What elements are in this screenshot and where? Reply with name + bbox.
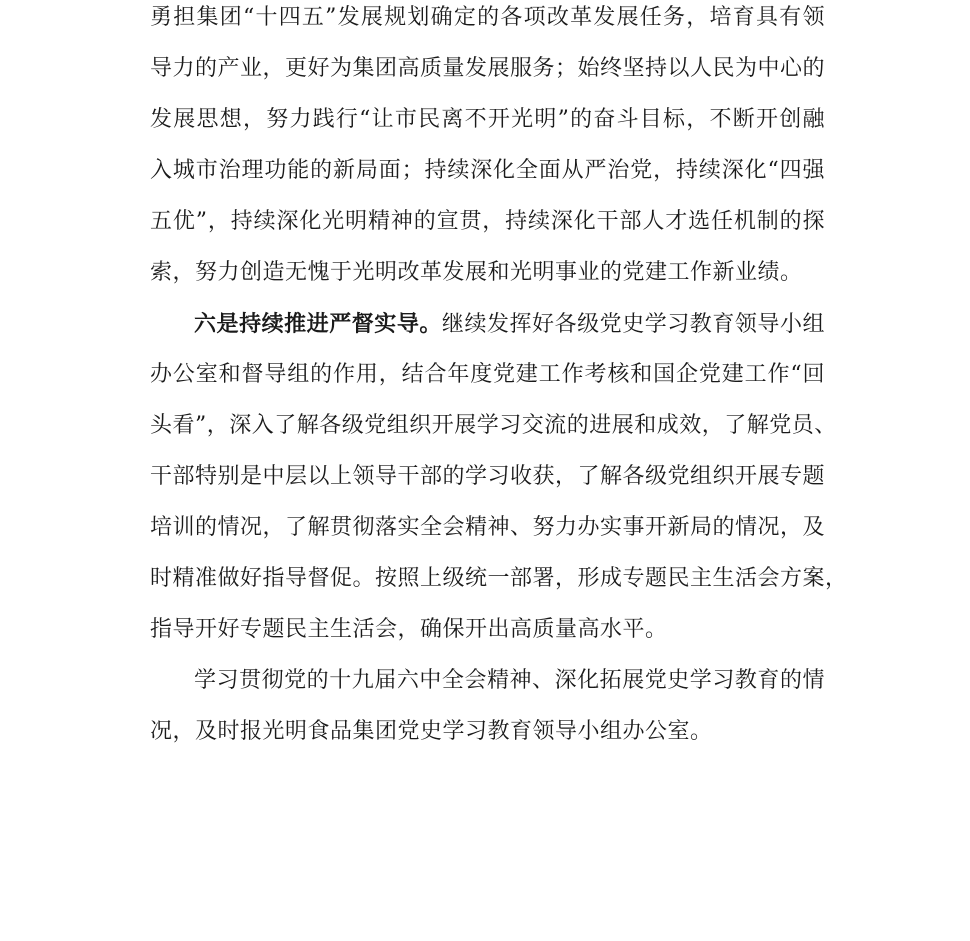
paragraph-line: 办公室和督导组的作用，结合年度党建工作考核和国企党建工作“回 — [150, 362, 825, 387]
paragraph-line: 索，努力创造无愧于光明改革发展和光明事业的党建工作新业绩。 — [150, 260, 803, 285]
paragraph-line: 头看”，深入了解各级党组织开展学习交流的进展和成效，了解党员、 — [150, 413, 837, 438]
paragraph-first-line: 学习贯彻党的十九届六中全会精神、深化拓展党史学习教育的情 — [194, 668, 825, 693]
paragraph-first-line — [194, 309, 825, 339]
paragraph-line: 导力的产业，更好为集团高质量发展服务；始终坚持以人民为中心的 — [150, 56, 826, 81]
paragraph-line: 勇担集团“十四五”发展规划确定的各项改革发展任务，培育具有领 — [150, 5, 825, 30]
paragraph-line: 五优”，持续深化光明精神的宣贯，持续深化干部人才选任机制的探 — [150, 209, 825, 234]
paragraph-line: 况，及时报光明食品集团党史学习教育领导小组办公室。 — [150, 719, 713, 744]
paragraph-line: 干部特别是中层以上领导干部的学习收获，了解各级党组织开展专题 — [150, 464, 826, 489]
paragraph-line: 发展思想，努力践行“让市民离不开光明”的奋斗目标，不断开创融 — [150, 107, 825, 132]
paragraph-line: 入城市治理功能的新局面；持续深化全面从严治党，持续深化“四强 — [150, 158, 825, 183]
paragraph-line: 培训的情况，了解贯彻落实全会精神、努力办实事开新局的情况，及 — [150, 515, 826, 540]
section-heading: 六是持续推进严督实导。 — [194, 311, 442, 337]
paragraph-line: 指导开好专题民主生活会，确保开出高质量高水平。 — [150, 617, 668, 642]
paragraph-line: 时精准做好指导督促。按照上级统一部署，形成专题民主生活会方案， — [150, 566, 848, 591]
paragraph-text: 继续发挥好各级党史学习教育领导小组 — [441, 312, 825, 337]
